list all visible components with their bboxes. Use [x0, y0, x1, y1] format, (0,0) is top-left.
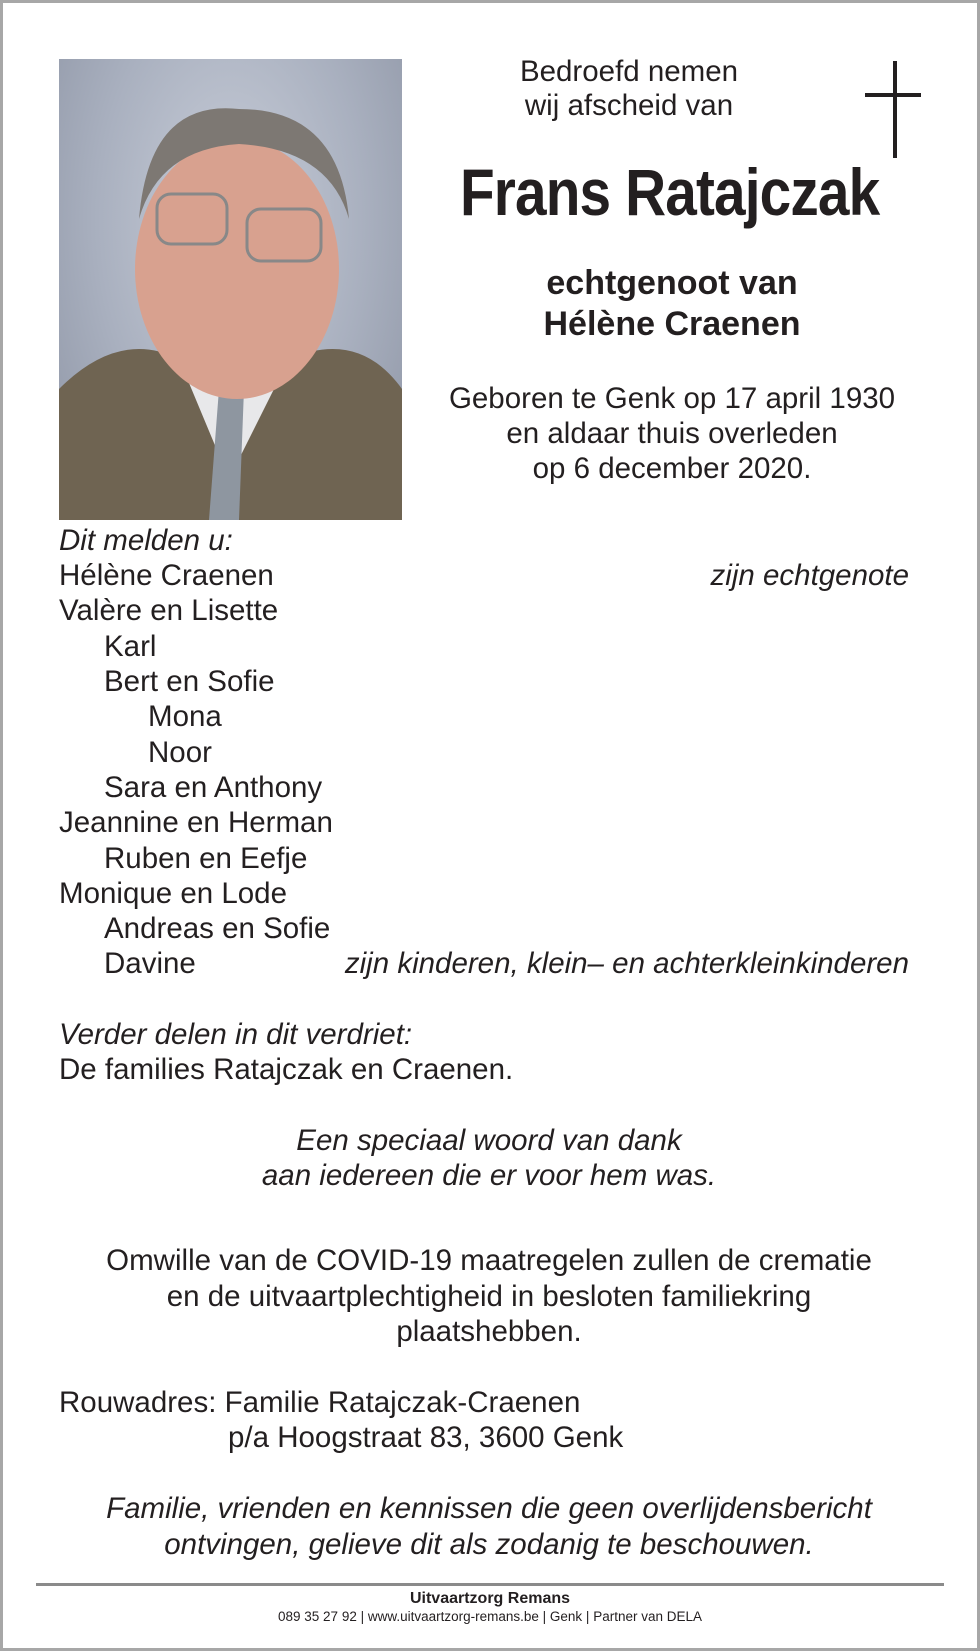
- dates-line-3: op 6 december 2020.: [532, 452, 812, 485]
- family-name: Andreas en Sofie: [104, 912, 331, 945]
- notice-line-1: Familie, vrienden en kennissen die geen overlijdensbericht: [106, 1492, 872, 1525]
- family-name: Mona: [148, 700, 222, 733]
- spouse-role: zijn echtgenote: [710, 559, 909, 592]
- thanks-line-2: aan iedereen die er voor hem was.: [261, 1159, 717, 1192]
- family-name: Karl: [104, 630, 157, 663]
- family-name: Jeannine en Herman: [59, 806, 333, 839]
- footer-company: Uitvaartzorg Remans: [409, 1590, 571, 1607]
- address-line-2: p/a Hoogstraat 83, 3600 Genk: [228, 1421, 624, 1454]
- family-name: Bert en Sofie: [104, 665, 275, 698]
- footer-divider: [36, 1583, 944, 1586]
- others-intro: Verder delen in dit verdriet:: [59, 1018, 413, 1051]
- covid-line-1: Omwille van de COVID-19 maatregelen zullen de crematie: [106, 1244, 872, 1277]
- spouse-line-2: Hélène Craenen: [543, 305, 801, 343]
- cross-icon: [893, 61, 897, 158]
- dates-line-1: Geboren te Genk op 17 april 1930: [448, 382, 896, 415]
- notice-line-2: ontvingen, gelieve dit als zodanig te beschouwen.: [164, 1528, 814, 1561]
- family-name: Valère en Lisette: [59, 594, 279, 627]
- family-name: Sara en Anthony: [104, 771, 323, 804]
- family-name: Davine: [104, 947, 196, 980]
- others-text: De families Ratajczak en Craenen.: [59, 1053, 514, 1086]
- header-line-2: wij afscheid van: [524, 89, 734, 122]
- spouse-line-1: echtgenoot van: [546, 264, 798, 302]
- address-line-1: Rouwadres: Familie Ratajczak-Craenen: [59, 1386, 581, 1419]
- dates-line-2: en aldaar thuis overleden: [506, 417, 838, 450]
- covid-line-2: en de uitvaartplechtigheid in besloten familiekring: [166, 1280, 812, 1313]
- family-name: Noor: [148, 736, 212, 769]
- portrait-photo: [59, 59, 402, 520]
- family-intro: Dit melden u:: [59, 524, 233, 557]
- thanks-line-1: Een speciaal woord van dank: [296, 1124, 682, 1157]
- covid-line-3: plaatshebben.: [396, 1315, 582, 1348]
- children-role: zijn kinderen, klein– en achterkleinkinderen: [344, 947, 909, 980]
- footer-details: 089 35 27 92 | www.uitvaartzorg-remans.be | Genk | Partner van DELA: [278, 1609, 702, 1624]
- family-name: Hélène Craenen: [59, 559, 274, 592]
- cross-icon-bar: [865, 93, 921, 97]
- family-name: Ruben en Eefje: [104, 842, 308, 875]
- family-name: Monique en Lode: [59, 877, 287, 910]
- header-line-1: Bedroefd nemen: [519, 55, 739, 88]
- deceased-name: Frans Ratajczak: [460, 155, 880, 229]
